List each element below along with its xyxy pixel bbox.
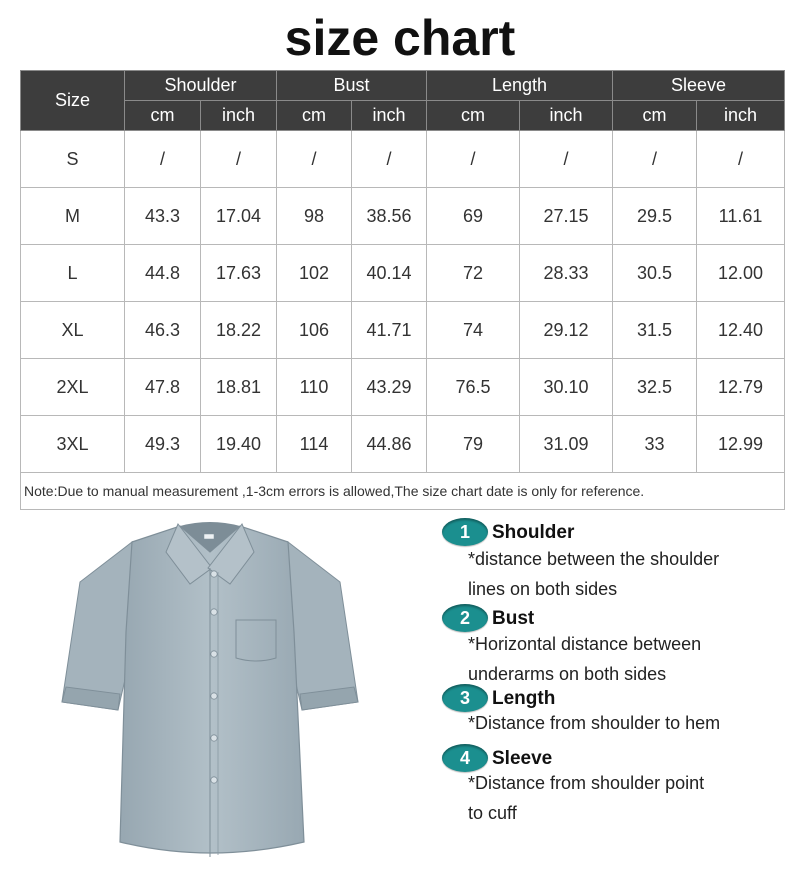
measurement-cell: /	[697, 131, 785, 188]
measurement-cell: 41.71	[352, 302, 427, 359]
measurement-cell: 11.61	[697, 188, 785, 245]
measurement-cell: 12.40	[697, 302, 785, 359]
table-note: Note:Due to manual measurement ,1-3cm errors is allowed,The size chart date is only for reference.	[21, 473, 785, 510]
measurement-cell: 28.33	[520, 245, 613, 302]
measurement-cell: 17.63	[201, 245, 277, 302]
size-header: Size	[21, 71, 125, 131]
measurement-cell: 27.15	[520, 188, 613, 245]
table-row	[21, 131, 785, 188]
legend-description: *distance between the shoulder lines on both sides	[468, 549, 720, 599]
number-badge: 2	[442, 604, 488, 632]
legend-description: *Distance from shoulder to hem	[468, 713, 721, 733]
measurement-cell: 72	[427, 245, 520, 302]
unit-header: inch	[520, 101, 613, 131]
measurement-cell: 29.5	[613, 188, 697, 245]
measurement-cell: 43.29	[352, 359, 427, 416]
measurement-cell: 69	[427, 188, 520, 245]
measurement-cell: 31.09	[520, 416, 613, 473]
page-title: size chart	[284, 10, 516, 66]
measurement-cell: 44.8	[125, 245, 201, 302]
group-header-shoulder: Shoulder	[125, 71, 277, 101]
measurement-cell: 76.5	[427, 359, 520, 416]
measurement-cell: 30.5	[613, 245, 697, 302]
number-badge: 3	[442, 684, 488, 712]
measurement-cell: 38.56	[352, 188, 427, 245]
unit-header: inch	[201, 101, 277, 131]
group-header-bust: Bust	[277, 71, 427, 101]
measurement-cell: 40.14	[352, 245, 427, 302]
measurement-cell: 102	[277, 245, 352, 302]
table-row	[21, 188, 785, 245]
legend-title: Sleeve	[492, 748, 553, 769]
size-label: 2XL	[21, 359, 125, 416]
group-header-sleeve: Sleeve	[613, 71, 785, 101]
measurement-cell: 114	[277, 416, 352, 473]
measurement-cell: 43.3	[125, 188, 201, 245]
measurement-cell: 18.81	[201, 359, 277, 416]
number-badge: 1	[442, 518, 488, 546]
measurement-cell: 74	[427, 302, 520, 359]
measurement-cell: /	[427, 131, 520, 188]
measurement-cell: /	[613, 131, 697, 188]
legend-title: Length	[492, 688, 556, 709]
measurement-cell: 98	[277, 188, 352, 245]
measurement-cell: /	[201, 131, 277, 188]
unit-header: cm	[277, 101, 352, 131]
measurement-cell: /	[352, 131, 427, 188]
measurement-cell: 47.8	[125, 359, 201, 416]
table-row	[21, 359, 785, 416]
unit-header: cm	[125, 101, 201, 131]
size-label: XL	[21, 302, 125, 359]
size-label: S	[21, 131, 125, 188]
measurement-cell: /	[125, 131, 201, 188]
measurement-cell: 12.99	[697, 416, 785, 473]
size-label: 3XL	[21, 416, 125, 473]
table-row	[21, 245, 785, 302]
measurement-cell: 49.3	[125, 416, 201, 473]
measurement-cell: 31.5	[613, 302, 697, 359]
shirt-illustration	[40, 512, 380, 867]
unit-header: inch	[352, 101, 427, 131]
measurement-cell: 12.00	[697, 245, 785, 302]
measurement-cell: 79	[427, 416, 520, 473]
measurement-cell: 30.10	[520, 359, 613, 416]
measurement-cell: 29.12	[520, 302, 613, 359]
measurement-cell: 12.79	[697, 359, 785, 416]
measurement-cell: 19.40	[201, 416, 277, 473]
table-row	[21, 302, 785, 359]
measurement-cell: 44.86	[352, 416, 427, 473]
measurement-cell: /	[277, 131, 352, 188]
table-row	[21, 416, 785, 473]
unit-header: cm	[613, 101, 697, 131]
unit-header: cm	[427, 101, 520, 131]
measurement-cell: 110	[277, 359, 352, 416]
measurement-cell: 33	[613, 416, 697, 473]
legend-description: *Horizontal distance between underarms on both sides	[468, 634, 702, 684]
measurement-cell: 18.22	[201, 302, 277, 359]
measurement-cell: 17.04	[201, 188, 277, 245]
legend-title: Bust	[492, 608, 535, 629]
size-table	[20, 70, 785, 510]
legend-description: *Distance from shoulder point to cuff	[468, 773, 705, 823]
size-label: L	[21, 245, 125, 302]
number-badge: 4	[442, 744, 488, 772]
measurement-cell: /	[520, 131, 613, 188]
group-header-length: Length	[427, 71, 613, 101]
measurement-cell: 106	[277, 302, 352, 359]
legend-title: Shoulder	[492, 522, 575, 543]
unit-header: inch	[697, 101, 785, 131]
measurement-cell: 32.5	[613, 359, 697, 416]
size-label: M	[21, 188, 125, 245]
measurement-cell: 46.3	[125, 302, 201, 359]
